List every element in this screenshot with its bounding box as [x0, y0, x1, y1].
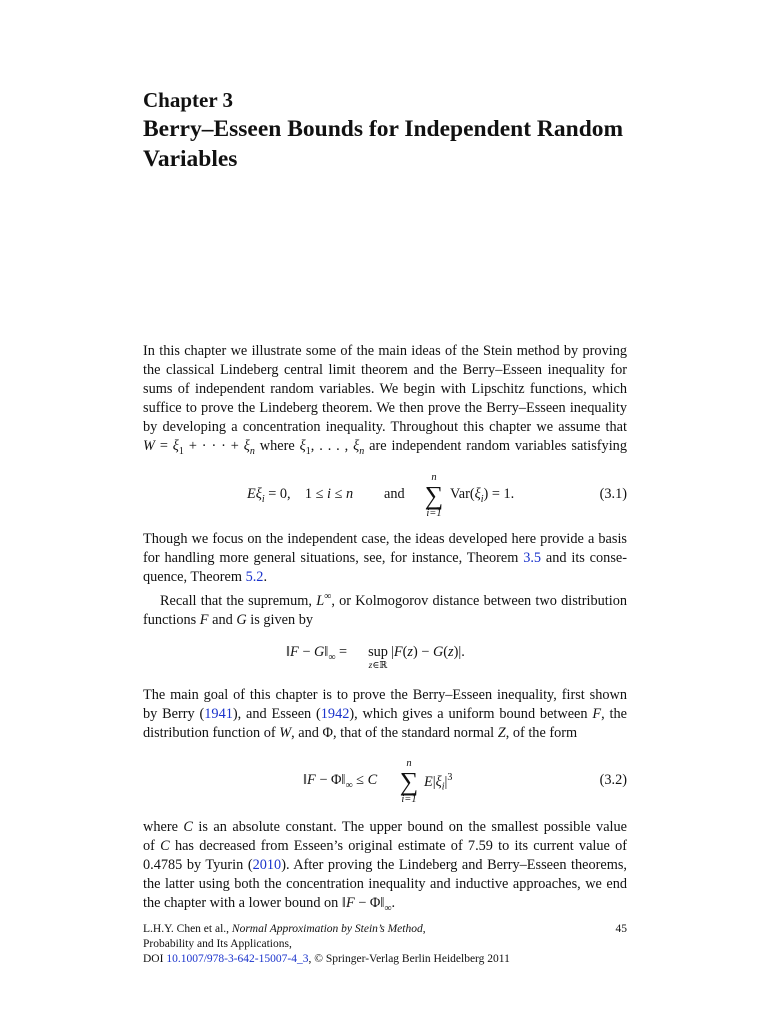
text-fragment: where: [259, 438, 295, 454]
text-fragment: and: [212, 611, 233, 628]
text-fragment: , or Kolmogorov distance between two distribution: [331, 592, 627, 609]
text-fragment: functions: [143, 611, 197, 628]
text-line: by Berry (1941), and Esseen (1942), which gives a uniform bound between F, the: [143, 706, 627, 722]
citation-link[interactable]: 2010: [252, 857, 282, 873]
text-line: Though we focus on the independent case, the ideas developed here provide a basis: [143, 531, 627, 547]
text-fragment: is given by: [250, 611, 313, 628]
footer-line: [143, 922, 627, 937]
equation-3-2: ‖F − $\Phi‖_\infty \le C$ n ∑ i=1 $E|\xi_i|^3$ (3.2): [303, 758, 627, 805]
paragraph-main-goal: [143, 686, 627, 743]
text-fragment: .: [263, 569, 268, 585]
chapter-title-line: Berry–Esseen Bounds for Independent Random: [143, 116, 624, 142]
text-fragment: ). After proving the Lindeberg and Berry–Esseen theorems,: [281, 857, 627, 873]
paragraph-constant: [143, 818, 627, 918]
text-fragment: for handling more general situations, see, for instance, Theorem: [143, 550, 519, 566]
footer-line: [143, 952, 627, 967]
equation-number: (3.1): [599, 486, 627, 502]
text-fragment: , and Φ, that of the standard normal: [291, 725, 495, 741]
text-fragment: quence, Theorem: [143, 569, 242, 585]
text-line: The main goal of this chapter is to prove the Berry–Esseen inequality, first shown: [143, 687, 627, 703]
text-line: distribution function of W, and Φ, that of the standard normal Z, of the form: [143, 725, 578, 741]
text-fragment: distribution function of: [143, 725, 276, 741]
text-fragment: the chapter with a lower bound on: [143, 895, 339, 911]
text-line: the chapter with a lower bound on ‖F − $\Phi‖_\infty$.: [143, 895, 396, 914]
text-fragment: , of the form: [505, 725, 578, 741]
chapter-title: [143, 114, 663, 174]
text-line: the classical Lindeberg central limit theorem and the Berry–Esseen inequality for: [143, 362, 627, 378]
paragraph-independent-case: [143, 530, 627, 587]
text-fragment: are independent random variables satisfying: [369, 438, 627, 454]
citation-link[interactable]: 1942: [320, 706, 350, 722]
text-line: where C is an absolute constant. The upper bound on the smallest possible value: [143, 819, 628, 835]
text-fragment: ), which gives a uniform bound between: [349, 706, 588, 722]
doi-label: DOI: [143, 953, 164, 965]
sum-symbol: n ∑ i=1: [424, 472, 444, 519]
text-fragment: has decreased from Esseen’s original estimate of 7.59 to its current value of: [174, 838, 628, 854]
theorem-link[interactable]: 3.5: [523, 550, 542, 566]
text-line: of C has decreased from Esseen’s original estimate of 7.59 to its current value of: [143, 838, 628, 854]
footer-line: Probability and Its Applications,: [143, 938, 292, 950]
text-fragment: by Berry (: [143, 706, 205, 722]
paragraph-kolmogorov: [143, 587, 627, 630]
page-footer: [143, 922, 627, 967]
text-line: suffice to prove the Lindeberg theorem. We then prove the Berry–Esseen inequality: [143, 400, 627, 416]
text-line: [143, 856, 627, 875]
page-number: 45: [615, 923, 627, 935]
text-line: $W = \xi_1$ + · · · + $\xi_n$ where $\xi_1$, . . . , $\xi_n$ are independent random variables satisfying: [143, 438, 627, 457]
chapter-label: Chapter 3: [143, 88, 234, 112]
equation-kolmogorov-distance: ‖F − $G‖_\infty$ = sup z∈ℝ |F(z) − G(z)|.: [286, 644, 465, 671]
text-line: [143, 549, 627, 568]
equation-3-1: $E\xi_i = 0$, 1 ≤ i ≤ n and n ∑ i=1 $Var(\xi_i) = 1$. (3.1): [247, 472, 627, 519]
text-line: Recall that the supremum, L∞, or Kolmogorov distance between two distribution: [160, 591, 627, 609]
doi-link[interactable]: 10.1007/978-3-642-15007-4_3: [166, 953, 309, 965]
intro-paragraph: [143, 342, 627, 461]
text-line: [143, 568, 627, 587]
text-line: sums of independent random variables. We begin with Lipschitz functions, which: [143, 381, 627, 397]
text-fragment: of: [143, 838, 155, 854]
text-fragment: ,: [422, 923, 426, 935]
book-title: Normal Approximation by Stein’s Method: [231, 923, 423, 935]
text-fragment: where: [143, 819, 178, 835]
text-line: by developing a concentration inequality. Throughout this chapter we assume that: [143, 419, 627, 435]
theorem-link[interactable]: 5.2: [245, 569, 264, 585]
text-fragment: 0.4785 by Tyurin (: [143, 857, 253, 873]
text-fragment: is an absolute constant. The upper bound on the smallest possible value: [198, 819, 628, 835]
sum-symbol: n ∑ i=1: [399, 758, 419, 805]
text-fragment: ), and Esseen (: [232, 706, 321, 722]
text-fragment: Recall that the supremum,: [160, 592, 312, 609]
citation-link[interactable]: 1941: [204, 706, 233, 722]
text-line: the latter using both the concentration inequality and inductive approaches, we end: [143, 876, 627, 892]
text-fragment: , the: [601, 706, 627, 722]
text-fragment: L.H.Y. Chen et al.,: [143, 923, 230, 935]
text-line: functions F and G is given by: [143, 611, 313, 628]
equation-connector: and: [384, 486, 405, 502]
text-line: In this chapter we illustrate some of the main ideas of the Stein method by proving: [143, 343, 627, 359]
chapter-title-line: Variables: [143, 146, 238, 172]
text-fragment: , © Springer-Verlag Berlin Heidelberg 2011: [308, 953, 510, 965]
text-fragment: and its conse-: [545, 550, 627, 566]
equation-number: (3.2): [599, 772, 627, 788]
